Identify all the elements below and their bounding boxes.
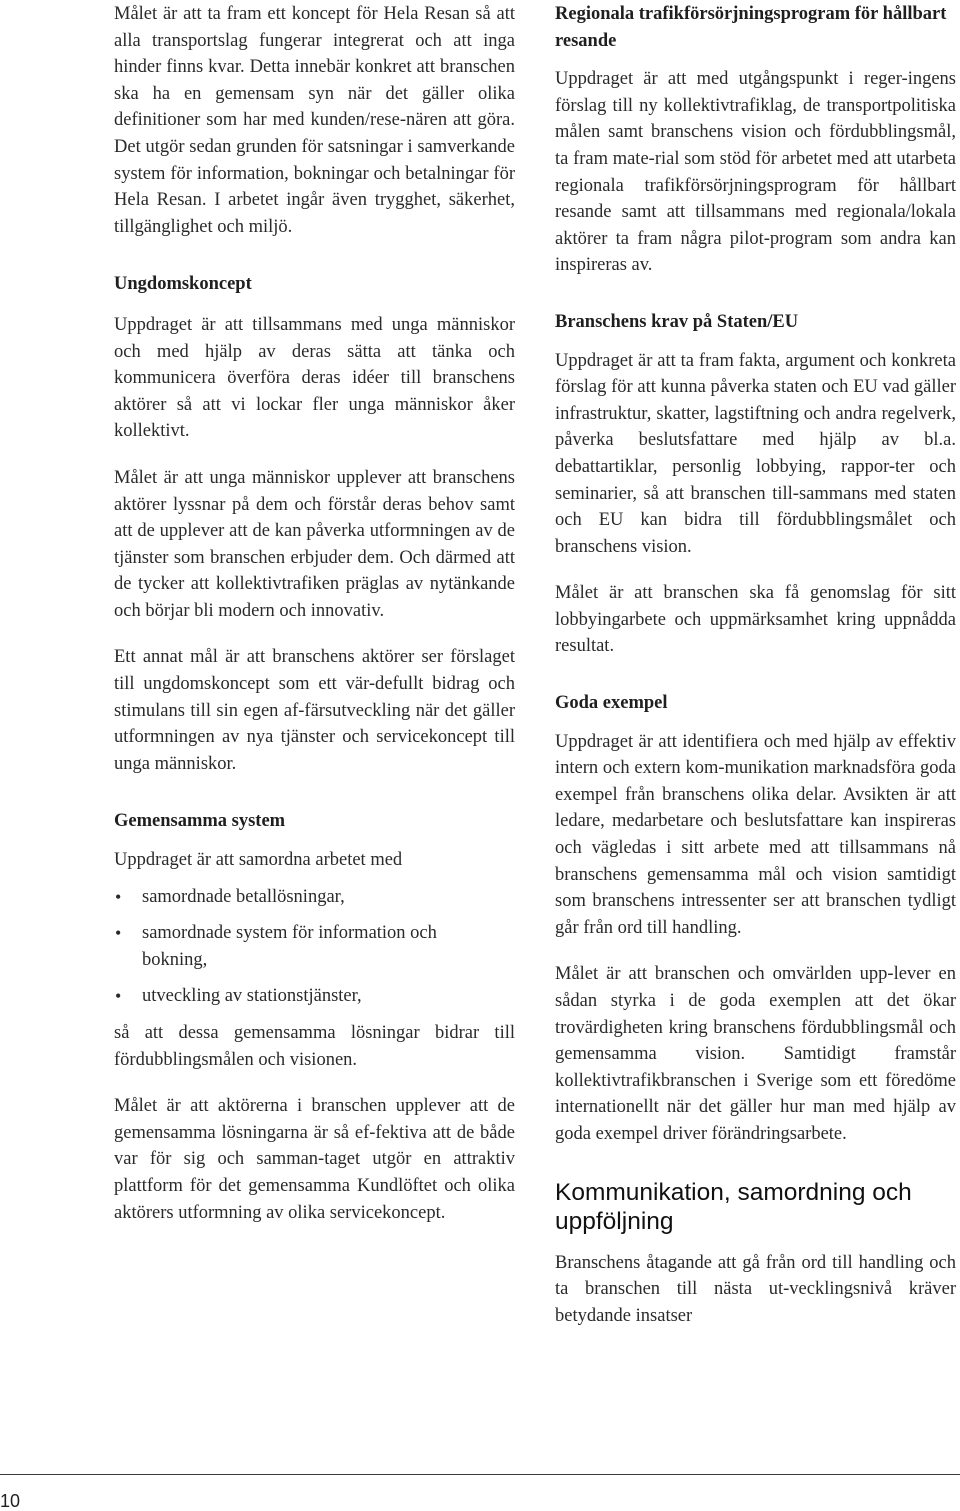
- list-item: [114, 920, 515, 973]
- krav-paragraph-2: Målet är att branschen ska få genomslag för sitt lobbyingarbete och uppmärksamhet kring uppnådda resultat.: [555, 583, 956, 657]
- list-item: [114, 983, 515, 1010]
- list-item-text: utveckling av stationstjänster,: [142, 986, 362, 1007]
- footer-rule: [0, 1474, 960, 1475]
- heading-ungdomskoncept: Ungdomskoncept: [114, 274, 252, 295]
- ungdom-paragraph-1: Uppdraget är att tillsammans med unga människor och med hjälp av deras sätta att tänka och kommunicera överföra deras idéer till branschens aktörer så att vi lockar fler unga människor åker kollektivt.: [114, 314, 515, 442]
- intro-paragraph: Målet är att ta fram ett koncept för Hela Resan så att alla transportslag fungerar integrerat och att inga hinder finns kvar. Detta innebär konkret att branschen ska ha en gemensam syn när det gäller olika definitioner som har med kunden/rese-nären att göra. Det utgör sedan grunden för satsningar i samverkande system för information, bokningar och betalningar för Hela Resan. I arbetet ingår även trygghet, säkerhet, tillgänglighet och miljö.: [114, 4, 515, 237]
- regionala-paragraph-1: Uppdraget är att med utgångspunkt i reger-ingens förslag till ny kollektivtrafiklag, de transportpolitiska målen samt branschens vision och fördubblingsmål, ta fram mate-rial som stöd för arbetet med att utarbeta regionala trafikförsörjningsprogram för hållbart resande samt att tillsammans med regionala/lokala aktörer ta fram några pilot-program som andra kan inspireras av.: [555, 69, 956, 276]
- gemensamma-paragraph-goal: Målet är att aktörerna i branschen upplever att de gemensamma lösningarna är så ef-fektiva att de både var för sig och samman-taget utgör en attraktiv plattform för det gemensamma Kundlöftet och olika aktörers utformning av olika servicekoncept.: [114, 1096, 515, 1223]
- heading-gemensamma-system: Gemensamma system: [114, 811, 286, 832]
- ungdom-paragraph-3: Ett annat mål är att branschens aktörer ser förslaget till ungdomskoncept som ett vär-defullt bidrag och stimulans till sin egen af-färsutveckling när det gäller utformningen av nya tjänster och servicekoncept till unga människor.: [114, 647, 515, 774]
- page-number: 10: [0, 1491, 21, 1511]
- gemensamma-intro: Uppdraget är att samordna arbetet med: [114, 850, 403, 871]
- left-column: [114, 0, 515, 1246]
- list-item-text: samordnade betallösningar,: [142, 886, 345, 907]
- heading-goda-exempel: Goda exempel: [555, 693, 668, 714]
- krav-paragraph-1: Uppdraget är att ta fram fakta, argument och konkreta förslag för att kunna påverka staten och EU vad gäller infrastruktur, skatter, lagstiftning och andra regelverk, påverka beslutsfattare med hjälp av bl.a. debattartiklar, personlig lobbying, rappor-ter och seminarier, så att branschen till-sammans med staten och EU kan bidra till fördubblingsmålet och branschens vision.: [555, 350, 956, 557]
- heading-kommunikation: Kommunikation, samordning och uppföljning: [555, 1178, 912, 1235]
- bullet-icon: •: [115, 986, 122, 1007]
- bullet-icon: •: [115, 886, 122, 907]
- goda-paragraph-2: Målet är att branschen och omvärlden upp-lever en sådan styrka i de goda exemplen att det ökar trovärdigheten kring branschens fördubblingsmål och gemensamma vision. Samtidigt framstår kollektivtrafikbranschen i Sverige som ett föredöme internationellt när det gäller hur man med hjälp av goda exempel driver förändringsarbete.: [555, 964, 956, 1144]
- heading-regionala: Regionala trafikförsörjningsprogram för hållbart resande: [555, 4, 947, 51]
- right-column: [555, 0, 956, 1349]
- list-item-text: samordnade system för information och bokning,: [142, 923, 437, 970]
- gemensamma-bullet-list: [114, 884, 515, 1010]
- list-item: [114, 884, 515, 911]
- gemensamma-paragraph-after: så att dessa gemensamma lösningar bidrar till fördubblingsmålen och visionen.: [114, 1023, 515, 1070]
- kommunikation-paragraph-1: Branschens åtagande att gå från ord till handling och ta branschen till nästa ut-vecklingsnivå kräver betydande insatser: [555, 1252, 956, 1326]
- heading-branschens-krav: Branschens krav på Staten/EU: [555, 311, 799, 332]
- ungdom-paragraph-2: Målet är att unga människor upplever att branschens aktörer lyssnar på dem och förstår deras behov samt att de upplever att de kan påverka utformningen av de tjänster som branschen erbjuder dem. Och därmed att de tycker att kollektivtrafiken präglas av nytänkande och börjar bli modern och innovativ.: [114, 467, 515, 621]
- goda-paragraph-1: Uppdraget är att identifiera och med hjälp av effektiv intern och extern kom-munikation marknadsföra goda exempel från branschens olika delar. Avsikten är att ledare, medarbetare och beslutsfattare kan inspireras och vägledas i sitt arbete med att tillsammans nå branschens gemensamma mål och vision samtidigt som branschens intressenter ser att branschen tydligt går från ord till handling.: [555, 731, 956, 938]
- bullet-icon: •: [115, 923, 122, 944]
